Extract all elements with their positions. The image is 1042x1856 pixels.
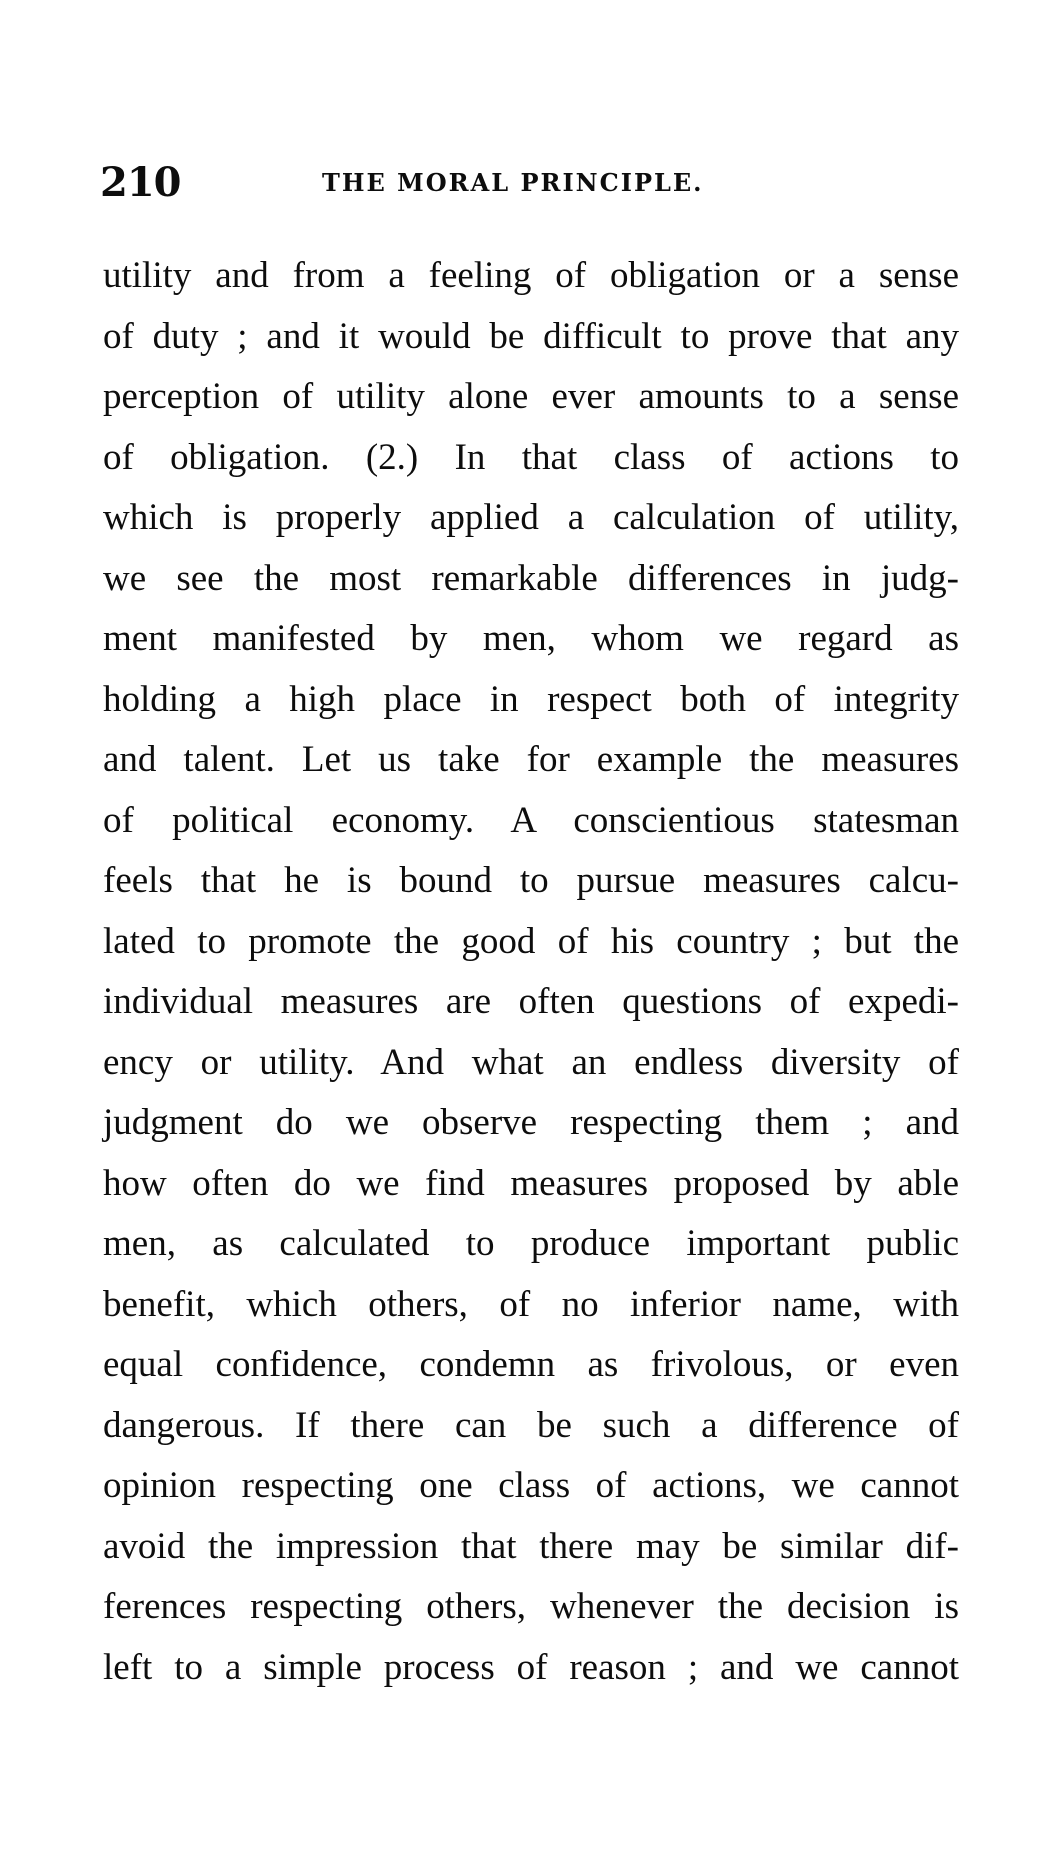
text-line: ment manifested by men, whom we regard as — [103, 618, 959, 659]
page-number: 210 — [100, 159, 181, 206]
text-line: how often do we find measures proposed by able — [103, 1162, 959, 1204]
text-line: and talent. Let us take for example the measures — [103, 739, 959, 780]
text-line: lated to promote the good of his country ; but the — [103, 920, 959, 962]
text-line: perception of utility alone ever amounts to a sense — [103, 376, 959, 417]
page-header — [100, 158, 960, 208]
text-line: ency or utility. And what an endless diversity of — [103, 1041, 959, 1083]
text-line: of political economy. A conscientious statesman — [103, 799, 959, 841]
text-line: utility and from a feeling of obligation or a sense — [103, 255, 959, 296]
text-line: of obligation. (2.) In that class of actions to — [103, 436, 959, 478]
text-line: men, as calculated to produce important public — [103, 1223, 959, 1264]
text-line: judgment do we observe respecting them ; and — [103, 1102, 959, 1143]
text-line: opinion respecting one class of actions, we cannot — [103, 1465, 959, 1506]
text-line: avoid the impression that there may be similar dif- — [103, 1525, 959, 1567]
text-line: equal confidence, condemn as frivolous, or even — [103, 1344, 959, 1385]
body-text — [103, 246, 959, 1698]
text-line: of duty ; and it would be difficult to prove that any — [103, 315, 959, 357]
text-line: feels that he is bound to pursue measures calcu- — [103, 860, 959, 901]
running-head: THE MORAL PRINCIPLE. — [322, 168, 704, 197]
text-line: which is properly applied a calculation of utility, — [103, 497, 959, 538]
text-line: ferences respecting others, whenever the decision is — [103, 1586, 959, 1627]
text-line: holding a high place in respect both of integrity — [103, 678, 959, 720]
text-line: left to a simple process of reason ; and we cannot — [103, 1646, 959, 1688]
text-line: benefit, which others, of no inferior name, with — [103, 1283, 959, 1325]
text-line: we see the most remarkable differences in judg- — [103, 557, 959, 599]
text-line: individual measures are often questions of expedi- — [103, 981, 959, 1022]
text-line: dangerous. If there can be such a difference of — [103, 1404, 959, 1446]
